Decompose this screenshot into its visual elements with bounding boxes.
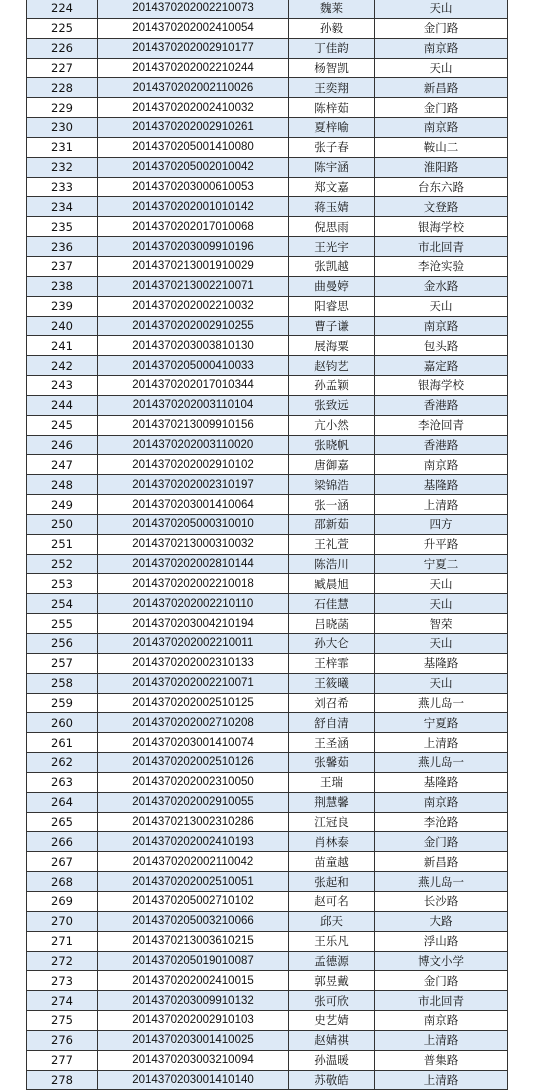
student-name: 石佳慧: [289, 594, 375, 614]
student-name: 张可欣: [289, 991, 375, 1011]
student-name: 王梓霏: [289, 653, 375, 673]
table-row: [27, 753, 508, 773]
student-name: 王礼萱: [289, 534, 375, 554]
student-id: 2014370202002410054: [98, 18, 289, 38]
student-id: 2014370213002310286: [98, 812, 289, 832]
student-name: 阳睿思: [289, 296, 375, 316]
school-name: 南京路: [375, 455, 508, 475]
student-id: 2014370203009910196: [98, 237, 289, 257]
table-row: [27, 911, 508, 931]
table-row: [27, 534, 508, 554]
student-id: 2014370202002910103: [98, 1011, 289, 1031]
row-number: 226: [27, 38, 98, 58]
table-row: [27, 1070, 508, 1090]
school-name: 市北回青: [375, 991, 508, 1011]
row-number: 248: [27, 475, 98, 495]
student-id: 2014370202002910177: [98, 38, 289, 58]
student-name: 刘召希: [289, 693, 375, 713]
student-name: 孙孟颖: [289, 376, 375, 396]
student-id: 2014370202002810144: [98, 554, 289, 574]
row-number: 229: [27, 98, 98, 118]
student-name: 王筱曦: [289, 673, 375, 693]
row-number: 268: [27, 872, 98, 892]
school-name: 南京路: [375, 1011, 508, 1031]
row-number: 275: [27, 1011, 98, 1031]
table-row: [27, 733, 508, 753]
student-id: 2014370203001410074: [98, 733, 289, 753]
row-number: 277: [27, 1050, 98, 1070]
table-row: [27, 217, 508, 237]
table-row: [27, 991, 508, 1011]
school-name: 新昌路: [375, 852, 508, 872]
student-id: 2014370202002410032: [98, 98, 289, 118]
student-id: 2014370202002110042: [98, 852, 289, 872]
table-row: [27, 18, 508, 38]
row-number: 232: [27, 157, 98, 177]
student-name: 曹子谦: [289, 316, 375, 336]
student-id: 2014370203009910132: [98, 991, 289, 1011]
student-id: 2014370202002210018: [98, 574, 289, 594]
table-row: [27, 58, 508, 78]
table-row: [27, 475, 508, 495]
school-name: 智荣: [375, 614, 508, 634]
row-number: 236: [27, 237, 98, 257]
student-id: 2014370202002410015: [98, 971, 289, 991]
row-number: 274: [27, 991, 98, 1011]
row-number: 247: [27, 455, 98, 475]
student-name: 展海粟: [289, 336, 375, 356]
student-name: 郑文嘉: [289, 177, 375, 197]
student-name: 孙毅: [289, 18, 375, 38]
row-number: 272: [27, 951, 98, 971]
school-name: 普集路: [375, 1050, 508, 1070]
student-name: 孙温暖: [289, 1050, 375, 1070]
student-name: 孙大仑: [289, 634, 375, 654]
row-number: 264: [27, 792, 98, 812]
school-name: 长沙路: [375, 891, 508, 911]
student-name: 苏敬皓: [289, 1070, 375, 1090]
table-row: [27, 951, 508, 971]
student-id: 2014370202002910255: [98, 316, 289, 336]
student-id: 2014370205001410080: [98, 137, 289, 157]
school-name: 南京路: [375, 38, 508, 58]
row-number: 224: [27, 0, 98, 18]
student-id: 2014370213002210071: [98, 276, 289, 296]
student-name: 张子春: [289, 137, 375, 157]
row-number: 234: [27, 197, 98, 217]
table-row: [27, 495, 508, 515]
student-id: 2014370213000310032: [98, 534, 289, 554]
student-name: 王奕翔: [289, 78, 375, 98]
school-name: 宁夏二: [375, 554, 508, 574]
table-row: [27, 713, 508, 733]
student-id: 2014370202002710208: [98, 713, 289, 733]
table-row: [27, 594, 508, 614]
student-id: 2014370202001010142: [98, 197, 289, 217]
student-id: 2014370202002510125: [98, 693, 289, 713]
student-id: 2014370203001410064: [98, 495, 289, 515]
student-name: 史艺婧: [289, 1011, 375, 1031]
student-id: 2014370202002910102: [98, 455, 289, 475]
student-name: 亢小然: [289, 415, 375, 435]
table-row: [27, 197, 508, 217]
table-row: [27, 1050, 508, 1070]
student-name: 苗童越: [289, 852, 375, 872]
school-name: 金门路: [375, 971, 508, 991]
student-id: 2014370213009910156: [98, 415, 289, 435]
table-row: [27, 614, 508, 634]
student-name: 江冠良: [289, 812, 375, 832]
row-number: 237: [27, 256, 98, 276]
table-row: [27, 435, 508, 455]
student-id: 2014370202002210244: [98, 58, 289, 78]
row-number: 265: [27, 812, 98, 832]
student-name: 张凯越: [289, 256, 375, 276]
student-name: 夏梓喻: [289, 118, 375, 138]
row-number: 253: [27, 574, 98, 594]
student-id: 2014370205002710102: [98, 891, 289, 911]
school-name: 市北回青: [375, 237, 508, 257]
table-row: [27, 931, 508, 951]
school-name: 上清路: [375, 1030, 508, 1050]
table-row: [27, 1011, 508, 1031]
row-number: 250: [27, 514, 98, 534]
student-name: 陈宇涵: [289, 157, 375, 177]
student-id: 2014370213003610215: [98, 931, 289, 951]
school-name: 金门路: [375, 832, 508, 852]
school-name: 南京路: [375, 118, 508, 138]
school-name: 香港路: [375, 395, 508, 415]
student-id: 2014370213001910029: [98, 256, 289, 276]
school-name: 博文小学: [375, 951, 508, 971]
row-number: 251: [27, 534, 98, 554]
student-name: 王乐凡: [289, 931, 375, 951]
school-name: 大路: [375, 911, 508, 931]
student-name: 梁锦浩: [289, 475, 375, 495]
row-number: 252: [27, 554, 98, 574]
student-name: 张起和: [289, 872, 375, 892]
table-row: [27, 832, 508, 852]
student-id: 2014370202002310050: [98, 772, 289, 792]
row-number: 256: [27, 634, 98, 654]
student-id: 2014370203003210094: [98, 1050, 289, 1070]
student-name: 郭昱戴: [289, 971, 375, 991]
school-name: 文登路: [375, 197, 508, 217]
table-row: [27, 971, 508, 991]
row-number: 230: [27, 118, 98, 138]
student-table: [26, 0, 508, 1090]
row-number: 260: [27, 713, 98, 733]
table-row: [27, 455, 508, 475]
school-name: 上清路: [375, 495, 508, 515]
row-number: 270: [27, 911, 98, 931]
row-number: 269: [27, 891, 98, 911]
student-id: 2014370205000410033: [98, 356, 289, 376]
student-id: 2014370202003110104: [98, 395, 289, 415]
student-id: 2014370202002510051: [98, 872, 289, 892]
school-name: 金水路: [375, 276, 508, 296]
table-row: [27, 891, 508, 911]
student-id: 2014370202002210073: [98, 0, 289, 18]
student-name: 张致远: [289, 395, 375, 415]
school-name: 天山: [375, 634, 508, 654]
student-name: 王光宇: [289, 237, 375, 257]
student-id: 2014370205000310010: [98, 514, 289, 534]
table-row: [27, 792, 508, 812]
table-row: [27, 1030, 508, 1050]
table-row: [27, 514, 508, 534]
student-name: 赵钧艺: [289, 356, 375, 376]
school-name: 李沧实验: [375, 256, 508, 276]
table-row: [27, 693, 508, 713]
student-name: 张一涵: [289, 495, 375, 515]
student-name: 陈梓茹: [289, 98, 375, 118]
student-name: 陈浩川: [289, 554, 375, 574]
student-id: 2014370203000610053: [98, 177, 289, 197]
student-id: 2014370203001410025: [98, 1030, 289, 1050]
table-row: [27, 415, 508, 435]
student-name: 王瑞: [289, 772, 375, 792]
school-name: 浮山路: [375, 931, 508, 951]
student-id: 2014370202002510126: [98, 753, 289, 773]
school-name: 新昌路: [375, 78, 508, 98]
row-number: 267: [27, 852, 98, 872]
row-number: 244: [27, 395, 98, 415]
table-row: [27, 376, 508, 396]
student-id: 2014370205019010087: [98, 951, 289, 971]
student-id: 2014370203004210194: [98, 614, 289, 634]
table-row: [27, 574, 508, 594]
school-name: 银海学校: [375, 376, 508, 396]
school-name: 嘉定路: [375, 356, 508, 376]
table-row: [27, 38, 508, 58]
school-name: 包头路: [375, 336, 508, 356]
row-number: 239: [27, 296, 98, 316]
row-number: 266: [27, 832, 98, 852]
school-name: 基隆路: [375, 772, 508, 792]
row-number: 255: [27, 614, 98, 634]
school-name: 天山: [375, 0, 508, 18]
table-row: [27, 157, 508, 177]
table-row: [27, 554, 508, 574]
school-name: 香港路: [375, 435, 508, 455]
table-row: [27, 356, 508, 376]
table-row: [27, 98, 508, 118]
student-id: 2014370202002210032: [98, 296, 289, 316]
student-id: 2014370205002010042: [98, 157, 289, 177]
student-name: 张晓帆: [289, 435, 375, 455]
student-id: 2014370202002210011: [98, 634, 289, 654]
row-number: 261: [27, 733, 98, 753]
school-name: 上清路: [375, 733, 508, 753]
row-number: 225: [27, 18, 98, 38]
student-id: 2014370202002410193: [98, 832, 289, 852]
row-number: 241: [27, 336, 98, 356]
student-name: 唐御嘉: [289, 455, 375, 475]
student-name: 曲曼婷: [289, 276, 375, 296]
row-number: 262: [27, 753, 98, 773]
student-name: 舒自清: [289, 713, 375, 733]
table-row: [27, 296, 508, 316]
school-name: 上清路: [375, 1070, 508, 1090]
table-row: [27, 634, 508, 654]
row-number: 245: [27, 415, 98, 435]
table-row: [27, 177, 508, 197]
student-table-body: [27, 0, 508, 1090]
school-name: 燕儿岛一: [375, 872, 508, 892]
student-name: 倪思雨: [289, 217, 375, 237]
school-name: 李沧路: [375, 812, 508, 832]
row-number: 263: [27, 772, 98, 792]
row-number: 228: [27, 78, 98, 98]
table-row: [27, 653, 508, 673]
school-name: 淮阳路: [375, 157, 508, 177]
row-number: 231: [27, 137, 98, 157]
student-name: 吕晓菡: [289, 614, 375, 634]
student-id: 2014370203003810130: [98, 336, 289, 356]
school-name: 天山: [375, 673, 508, 693]
row-number: 259: [27, 693, 98, 713]
table-row: [27, 78, 508, 98]
school-name: 燕儿岛一: [375, 693, 508, 713]
student-id: 2014370202017010344: [98, 376, 289, 396]
school-name: 升平路: [375, 534, 508, 554]
row-number: 254: [27, 594, 98, 614]
student-name: 肖林泰: [289, 832, 375, 852]
school-name: 天山: [375, 574, 508, 594]
table-row: [27, 276, 508, 296]
table-row: [27, 812, 508, 832]
table-row: [27, 237, 508, 257]
school-name: 天山: [375, 594, 508, 614]
school-name: 李沧回青: [375, 415, 508, 435]
table-row: [27, 395, 508, 415]
school-name: 基隆路: [375, 653, 508, 673]
student-name: 蒋玉婧: [289, 197, 375, 217]
student-name: 魏莱: [289, 0, 375, 18]
school-name: 天山: [375, 58, 508, 78]
row-number: 233: [27, 177, 98, 197]
table-row: [27, 673, 508, 693]
student-id: 2014370202002910055: [98, 792, 289, 812]
school-name: 金门路: [375, 98, 508, 118]
school-name: 台东六路: [375, 177, 508, 197]
table-row: [27, 872, 508, 892]
table-row: [27, 772, 508, 792]
row-number: 243: [27, 376, 98, 396]
school-name: 南京路: [375, 316, 508, 336]
school-name: 燕儿岛一: [375, 753, 508, 773]
student-id: 2014370202002210071: [98, 673, 289, 693]
row-number: 240: [27, 316, 98, 336]
student-id: 2014370202002210110: [98, 594, 289, 614]
row-number: 273: [27, 971, 98, 991]
school-name: 银海学校: [375, 217, 508, 237]
row-number: 238: [27, 276, 98, 296]
school-name: 宁夏路: [375, 713, 508, 733]
row-number: 227: [27, 58, 98, 78]
row-number: 249: [27, 495, 98, 515]
student-id: 2014370202002310133: [98, 653, 289, 673]
school-name: 金门路: [375, 18, 508, 38]
student-name: 丁佳韵: [289, 38, 375, 58]
table-row: [27, 0, 508, 18]
school-name: 天山: [375, 296, 508, 316]
row-number: 276: [27, 1030, 98, 1050]
row-number: 271: [27, 931, 98, 951]
school-name: 南京路: [375, 792, 508, 812]
student-name: 孟德源: [289, 951, 375, 971]
student-name: 邱天: [289, 911, 375, 931]
school-name: 鞍山二: [375, 137, 508, 157]
student-name: 荆慧馨: [289, 792, 375, 812]
student-id: 2014370202002110026: [98, 78, 289, 98]
table-row: [27, 336, 508, 356]
student-name: 赵可名: [289, 891, 375, 911]
table-row: [27, 118, 508, 138]
student-name: 王圣涵: [289, 733, 375, 753]
student-name: 邵新茹: [289, 514, 375, 534]
student-name: 杨智凯: [289, 58, 375, 78]
school-name: 基隆路: [375, 475, 508, 495]
table-row: [27, 137, 508, 157]
student-id: 2014370203001410140: [98, 1070, 289, 1090]
student-id: 2014370202002910261: [98, 118, 289, 138]
student-name: 张馨茹: [289, 753, 375, 773]
row-number: 246: [27, 435, 98, 455]
row-number: 242: [27, 356, 98, 376]
row-number: 278: [27, 1070, 98, 1090]
student-id: 2014370202017010068: [98, 217, 289, 237]
student-id: 2014370202003110020: [98, 435, 289, 455]
student-name: 臧晨旭: [289, 574, 375, 594]
row-number: 258: [27, 673, 98, 693]
table-row: [27, 316, 508, 336]
school-name: 四方: [375, 514, 508, 534]
student-name: 赵婧祺: [289, 1030, 375, 1050]
table-row: [27, 852, 508, 872]
student-id: 2014370202002310197: [98, 475, 289, 495]
student-id: 2014370205003210066: [98, 911, 289, 931]
row-number: 235: [27, 217, 98, 237]
row-number: 257: [27, 653, 98, 673]
table-row: [27, 256, 508, 276]
